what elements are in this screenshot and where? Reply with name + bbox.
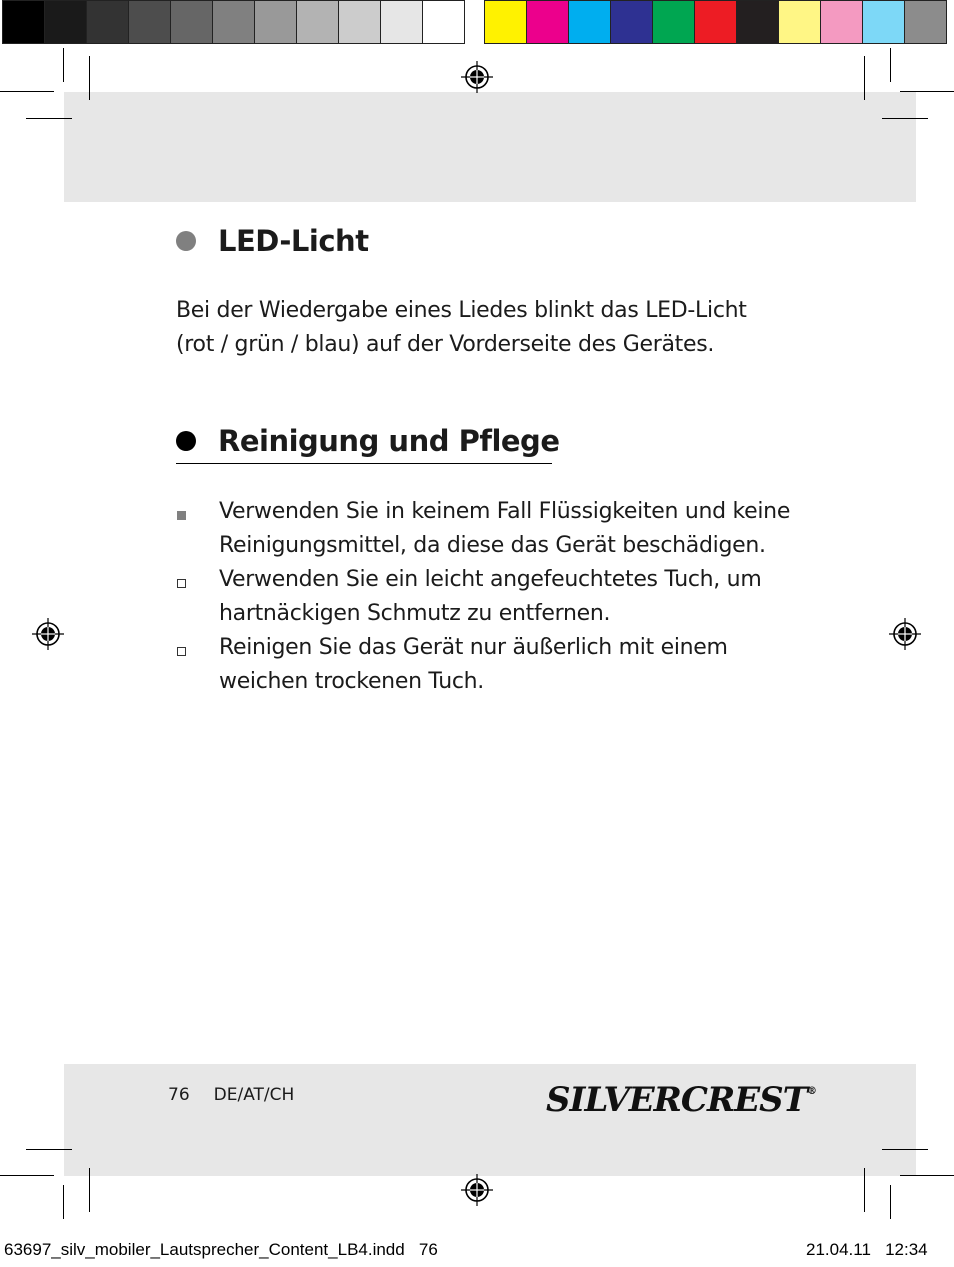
grey-swatch bbox=[86, 0, 129, 44]
list-item bbox=[176, 563, 796, 631]
grey-swatch bbox=[422, 0, 465, 44]
led-text-line: Bei der Wiedergabe eines Liedes blinkt das LED-Licht bbox=[176, 298, 747, 323]
color-swatch bbox=[610, 0, 653, 44]
crop-mark bbox=[900, 91, 954, 92]
color-swatch bbox=[568, 0, 611, 44]
grey-swatch bbox=[338, 0, 381, 44]
registration-mark-icon bbox=[459, 59, 495, 95]
crop-mark bbox=[864, 1168, 865, 1212]
color-swatch bbox=[820, 0, 863, 44]
header-band bbox=[64, 92, 916, 202]
registered-mark: ® bbox=[806, 1086, 816, 1097]
logo-word: SILVER bbox=[546, 1080, 681, 1120]
crop-mark bbox=[89, 56, 90, 100]
crop-mark bbox=[882, 1149, 928, 1150]
color-swatch bbox=[736, 0, 779, 44]
color-swatch bbox=[904, 0, 947, 44]
color-swatch bbox=[484, 0, 527, 44]
color-swatch bbox=[526, 0, 569, 44]
list-item bbox=[176, 495, 796, 563]
crop-mark bbox=[890, 1185, 891, 1219]
page-number: 76 bbox=[168, 1085, 190, 1105]
registration-mark-icon bbox=[887, 616, 923, 652]
region-label: DE/AT/CH bbox=[213, 1085, 295, 1105]
led-section-title: LED-Licht bbox=[218, 224, 369, 258]
grey-swatch bbox=[44, 0, 87, 44]
color-calibration-bar bbox=[484, 0, 946, 46]
crop-mark bbox=[882, 118, 928, 119]
crop-mark bbox=[0, 91, 54, 92]
section-dot-icon bbox=[176, 231, 196, 251]
crop-mark bbox=[89, 1168, 90, 1212]
slug-date: 21.04.11 12:34 bbox=[806, 1240, 928, 1259]
crop-mark bbox=[900, 1175, 954, 1176]
crop-mark bbox=[63, 1185, 64, 1219]
led-section-heading bbox=[176, 224, 369, 258]
grey-swatch bbox=[128, 0, 171, 44]
color-swatch bbox=[778, 0, 821, 44]
grey-swatch bbox=[254, 0, 297, 44]
color-swatch bbox=[694, 0, 737, 44]
list-item bbox=[176, 631, 796, 699]
bullet-empty-icon bbox=[176, 563, 219, 631]
list-item-line: Verwenden Sie ein leicht angefeuchtetes Tuch, um bbox=[219, 567, 762, 592]
section-dot-icon bbox=[176, 431, 196, 451]
silvercrest-logo bbox=[546, 1080, 816, 1120]
grey-swatch bbox=[296, 0, 339, 44]
crop-mark bbox=[864, 56, 865, 100]
cleaning-section-heading bbox=[176, 424, 559, 458]
grey-calibration-bar bbox=[2, 0, 464, 46]
crop-mark bbox=[63, 48, 64, 82]
page-footer-meta bbox=[168, 1085, 294, 1105]
list-item-line: Verwenden Sie in keinem Fall Flüssigkeiten und keine bbox=[219, 499, 791, 524]
led-text-line: (rot / grün / blau) auf der Vorderseite des Gerätes. bbox=[176, 332, 715, 357]
logo-word: CREST bbox=[680, 1080, 807, 1120]
heading-underline bbox=[176, 463, 552, 464]
color-swatch bbox=[652, 0, 695, 44]
cleaning-list bbox=[176, 495, 796, 699]
bullet-empty-icon bbox=[176, 631, 219, 699]
registration-mark-icon bbox=[30, 616, 66, 652]
list-item-line: hartnäckigen Schmutz zu entfernen. bbox=[219, 601, 611, 626]
registration-mark-icon bbox=[459, 1172, 495, 1208]
led-section-text bbox=[176, 294, 776, 362]
list-item-line: Reinigungsmittel, da diese das Gerät beschädigen. bbox=[219, 533, 766, 558]
grey-swatch bbox=[380, 0, 423, 44]
grey-swatch bbox=[212, 0, 255, 44]
cleaning-section-title: Reinigung und Pflege bbox=[218, 424, 560, 458]
grey-swatch bbox=[170, 0, 213, 44]
crop-mark bbox=[890, 48, 891, 82]
crop-mark bbox=[0, 1175, 54, 1176]
color-swatch bbox=[862, 0, 905, 44]
list-item-line: Reinigen Sie das Gerät nur äußerlich mit einem bbox=[219, 635, 728, 660]
grey-swatch bbox=[2, 0, 45, 44]
list-item-line: weichen trockenen Tuch. bbox=[219, 669, 484, 694]
crop-mark bbox=[26, 1149, 72, 1150]
crop-mark bbox=[26, 118, 72, 119]
bullet-filled-icon bbox=[176, 495, 219, 563]
slug-filename: 63697_silv_mobiler_Lautsprecher_Content_LB4.indd 76 bbox=[4, 1240, 438, 1259]
